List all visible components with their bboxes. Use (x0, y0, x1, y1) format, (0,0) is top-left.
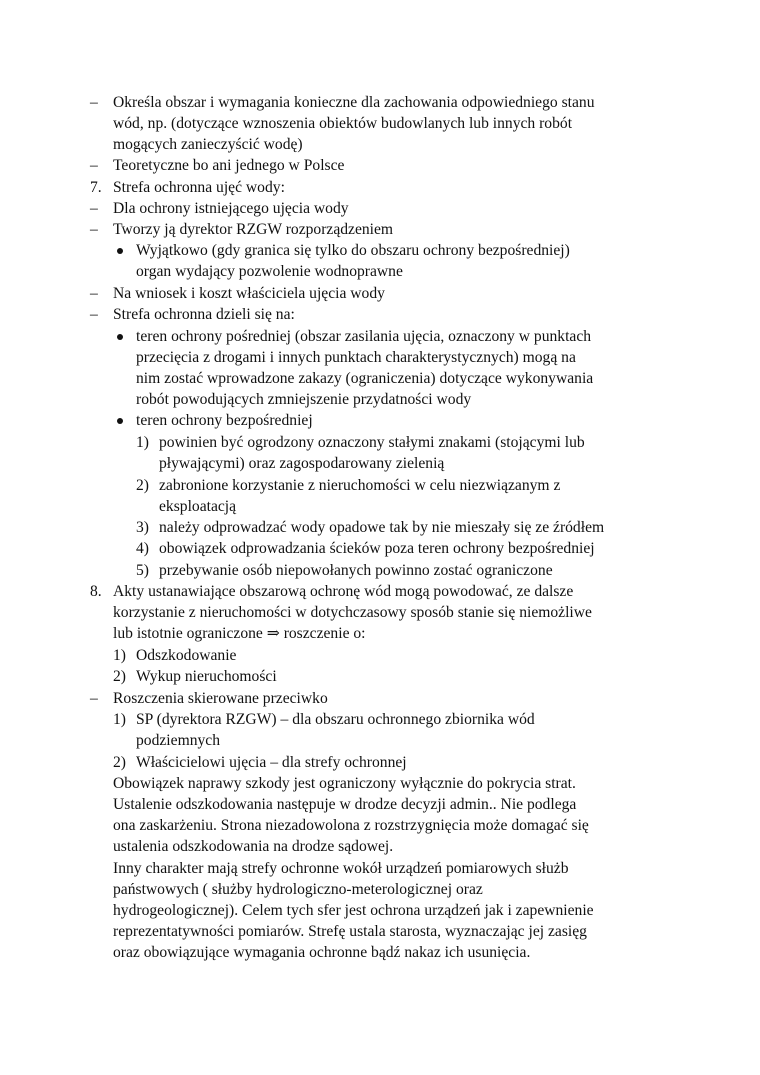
dash-marker: – (90, 94, 98, 111)
text-line: Roszczenia skierowane przeciwko (113, 690, 328, 707)
number-marker: 2) (136, 477, 149, 494)
dash-marker: – (90, 285, 98, 302)
text-line: obowiązek odprowadzania ścieków poza teren ochrony bezpośredniej (159, 540, 595, 557)
text-line: Strefa ochronna dzieli się na: (113, 306, 295, 323)
dash-marker: – (90, 200, 98, 217)
text-line: mogących zanieczyścić wodę) (113, 136, 303, 153)
text-line: Teoretyczne bo ani jednego w Polsce (113, 157, 345, 174)
text-line: przecięcia z drogami i innych punktach charakterystycznych) mogą na (136, 349, 576, 366)
text-line: SP (dyrektora RZGW) – dla obszaru ochronnego zbiornika wód (136, 711, 535, 728)
text-line: Wyjątkowo (gdy granica się tylko do obszaru ochrony bezpośredniej) (136, 242, 570, 259)
number-marker: 4) (136, 540, 149, 557)
text-line: należy odprowadzać wody opadowe tak by nie mieszały się ze źródłem (159, 519, 605, 536)
dash-marker: – (90, 690, 98, 707)
number-marker: 7. (90, 179, 102, 196)
text-line: organ wydający pozwolenie wodnoprawne (136, 263, 403, 280)
text-line: Tworzy ją dyrektor RZGW rozporządzeniem (113, 221, 394, 238)
paragraph-line: ustalenia odszkodowania na drodze sądowej. (113, 838, 394, 855)
text-line: Określa obszar i wymagania konieczne dla zachowania odpowiedniego stanu (113, 94, 595, 111)
text-line: eksploatacją (159, 498, 237, 515)
section-heading: Strefa ochronna ujęć wody: (113, 179, 285, 196)
text-line: Odszkodowanie (136, 647, 237, 664)
bullet-icon (117, 418, 123, 424)
number-marker: 2) (113, 754, 126, 771)
text-line: wód, np. (dotyczące wznoszenia obiektów budowlanych lub innych robót (113, 115, 573, 132)
number-marker: 5) (136, 562, 149, 579)
text-line: przebywanie osób niepowołanych powinno zostać ograniczone (159, 562, 553, 579)
text-line: zabronione korzystanie z nieruchomości w celu niezwiązanym z (159, 477, 561, 494)
text-line: korzystanie z nieruchomości w dotychczasowy sposób stanie się niemożliwe (113, 604, 592, 621)
paragraph-line: reprezentatywności pomiarów. Strefę ustala starosta, wyznaczając jej zasięg (113, 923, 587, 940)
text-line: lub istotnie ograniczone ⇒ roszczenie o: (113, 625, 366, 642)
paragraph-line: Inny charakter mają strefy ochronne wokół urządzeń pomiarowych służb (113, 860, 569, 877)
paragraph-line: oraz obowiązujące wymagania ochronne bądź nakaz ich usunięcia. (113, 944, 531, 961)
dash-marker: – (90, 157, 98, 174)
text-line: Wykup nieruchomości (136, 668, 277, 685)
bullet-icon (117, 334, 123, 340)
bullet-icon (117, 248, 123, 254)
text-line: nim zostać wprowadzone zakazy (ograniczenia) dotyczące wykonywania (136, 370, 594, 387)
paragraph-line: państwowych ( służby hydrologiczno-meterologicznej oraz (113, 881, 483, 898)
text-line: teren ochrony pośredniej (obszar zasilania ujęcia, oznaczony w punktach (136, 328, 592, 345)
number-marker: 1) (136, 434, 149, 451)
dash-marker: – (90, 221, 98, 238)
number-marker: 1) (113, 711, 126, 728)
text-line: podziemnych (136, 732, 221, 749)
paragraph-line: ona zaskarżeniu. Strona niezadowolona z rozstrzygnięcia może domagać się (113, 817, 589, 834)
text-line: Na wniosek i koszt właściciela ujęcia wody (113, 285, 385, 302)
text-line: pływającymi) oraz zagospodarowany zielenią (159, 455, 445, 472)
paragraph-line: Obowiązek naprawy szkody jest ograniczony wyłącznie do pokrycia strat. (113, 775, 576, 792)
number-marker: 3) (136, 519, 149, 536)
text-line: Dla ochrony istniejącego ujęcia wody (113, 200, 349, 217)
text-line: Właścicielowi ujęcia – dla strefy ochronnej (136, 754, 407, 771)
text-line: robót powodujących zmniejszenie przydatności wody (136, 391, 472, 408)
text-line: Akty ustanawiające obszarową ochronę wód mogą powodować, ze dalsze (113, 583, 574, 600)
paragraph-line: Ustalenie odszkodowania następuje w drodze decyzji admin.. Nie podlega (113, 796, 577, 813)
text-line: teren ochrony bezpośredniej (136, 412, 313, 429)
text-line: powinien być ogrodzony oznaczony stałymi znakami (stojącymi lub (159, 434, 585, 451)
dash-marker: – (90, 306, 98, 323)
number-marker: 2) (113, 668, 126, 685)
number-marker: 1) (113, 647, 126, 664)
number-marker: 8. (90, 583, 102, 600)
paragraph-line: hydrogeologicznej). Celem tych sfer jest ochrona urządzeń jak i zapewnienie (113, 902, 594, 919)
